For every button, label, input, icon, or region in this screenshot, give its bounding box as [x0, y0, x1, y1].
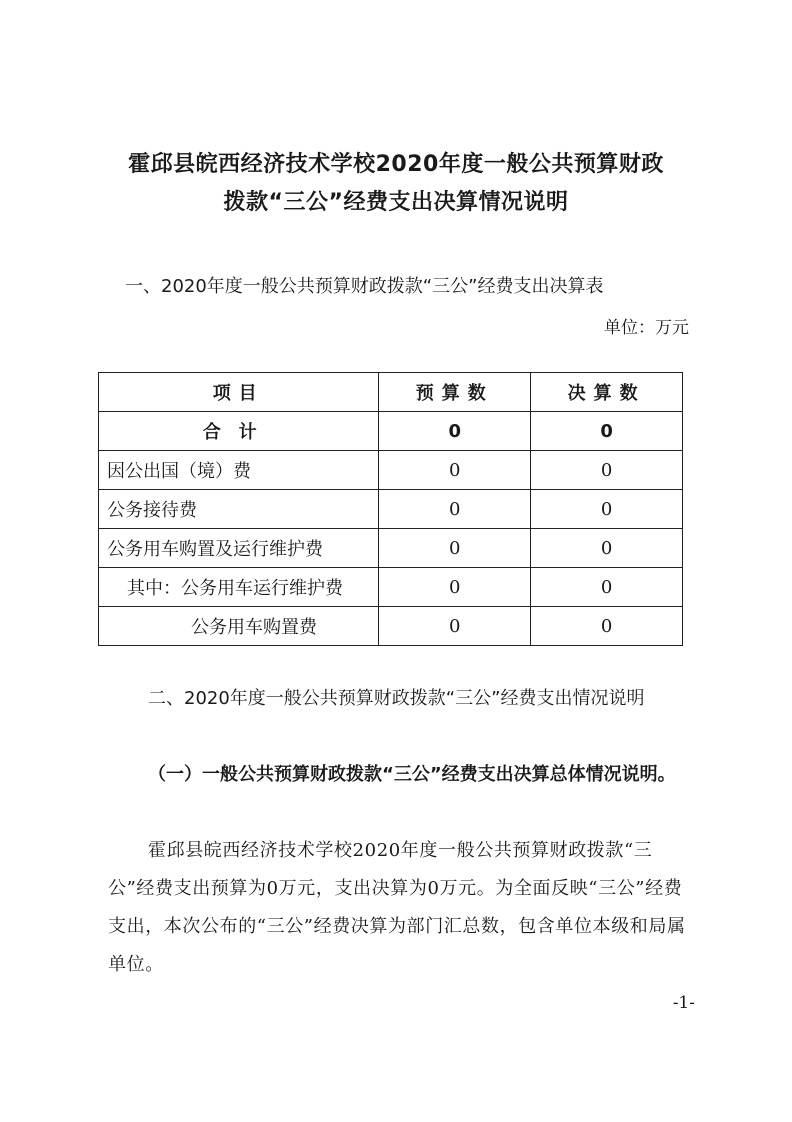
table-row: [99, 490, 683, 529]
row-actual: 0: [531, 412, 683, 451]
table-header-row: [99, 373, 683, 412]
row-item: 其中：公务用车运行维护费: [99, 568, 379, 607]
row-item: 合计: [99, 412, 379, 451]
table-row: [99, 568, 683, 607]
row-actual: 0: [531, 607, 683, 646]
row-budget: 0: [379, 412, 531, 451]
expenditure-table: [98, 372, 683, 646]
table-row-total: [99, 412, 683, 451]
row-budget: 0: [379, 490, 531, 529]
header-budget: 预算数: [379, 373, 531, 412]
row-budget: 0: [379, 568, 531, 607]
body-paragraph: 霍邱县皖西经济技术学校2020年度一般公共预算财政拨款“三公”经费支出预算为0万元，支出决算为0万元。为全面反映“三公”经费支出，本次公布的“三公”经费决算为部门汇总数，包含单位本级和局属单位。: [108, 840, 686, 975]
header-item: 项目: [99, 373, 379, 412]
row-actual: 0: [531, 568, 683, 607]
row-item: 公务接待费: [99, 490, 379, 529]
section1-heading: 一、2020年度一般公共预算财政拨款“三公”经费支出决算表: [125, 276, 604, 297]
row-item: 公务用车购置费: [99, 607, 379, 646]
document-title-line1: 霍邱县皖西经济技术学校2020年度一般公共预算财政: [128, 152, 664, 177]
document-title-line2: 拨款“三公”经费支出决算情况说明: [223, 190, 569, 215]
page-number: -1-: [672, 993, 695, 1013]
row-budget: 0: [379, 451, 531, 490]
row-actual: 0: [531, 490, 683, 529]
unit-label: 单位：万元: [604, 318, 689, 338]
table-row: [99, 529, 683, 568]
table-row: [99, 451, 683, 490]
row-actual: 0: [531, 529, 683, 568]
row-item: 因公出国（境）费: [99, 451, 379, 490]
row-budget: 0: [379, 529, 531, 568]
row-actual: 0: [531, 451, 683, 490]
section2-heading: 二、2020年度一般公共预算财政拨款“三公”经费支出情况说明: [148, 688, 645, 709]
row-item: 公务用车购置及运行维护费: [99, 529, 379, 568]
subsection1-heading: （一）一般公共预算财政拨款“三公”经费支出决算总体情况说明。: [148, 764, 676, 785]
header-actual: 决算数: [531, 373, 683, 412]
row-budget: 0: [379, 607, 531, 646]
table-row: [99, 607, 683, 646]
